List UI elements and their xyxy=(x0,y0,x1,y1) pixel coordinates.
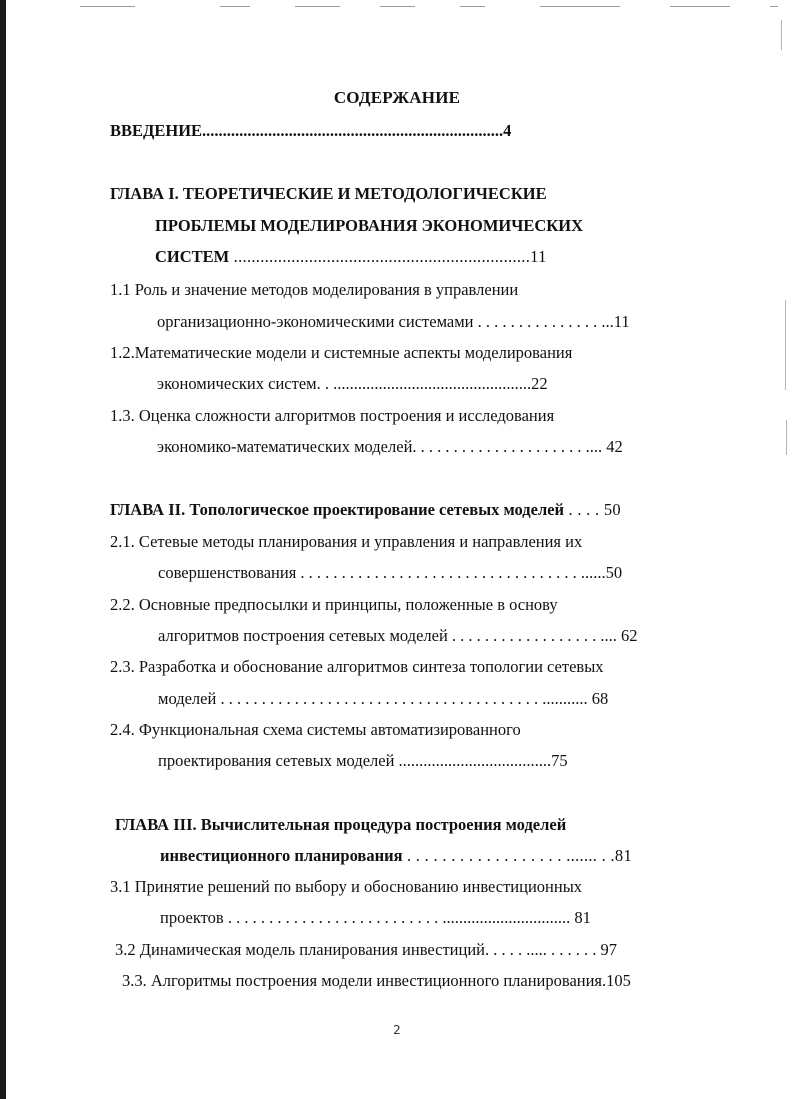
page-number: 2 xyxy=(393,1023,401,1037)
toc-section-2-2-line1: 2.2. Основные предпосылки и принципы, положенные в основу xyxy=(110,595,558,614)
toc-section-1-3-line1: 1.3. Оценка сложности алгоритмов построения и исследования xyxy=(110,406,555,425)
toc-section-2-1-line1: 2.1. Сетевые методы планирования и управления и направления их xyxy=(110,532,583,551)
toc-chapter1-line1: ГЛАВА I. ТЕОРЕТИЧЕСКИЕ И МЕТОДОЛОГИЧЕСКИЕ xyxy=(110,184,547,203)
toc-chapter2 xyxy=(110,500,621,520)
toc-chapter2-text: ГЛАВА II. Топологическое проектирование сетевых моделей xyxy=(110,500,565,519)
toc-section-3-3: 3.3. Алгоритмы построения модели инвестиционного планирования.105 xyxy=(122,971,631,990)
toc-chapter3-line1: ГЛАВА III. Вычислительная процедура построения моделей xyxy=(115,815,567,834)
toc-chapter3-line2-text: инвестиционного планирования xyxy=(160,846,403,865)
toc-section-1-2-line2: экономических систем. . ................................................22 xyxy=(157,374,548,393)
toc-chapter2-leader: . . . . 50 xyxy=(564,500,621,519)
toc-section-2-4-line1: 2.4. Функциональная схема системы автоматизированного xyxy=(110,720,521,739)
toc-section-2-1-line2: совершенствования . . . . . . . . . . . . . . . . . . . . . . . . . . . . . . . . . . ......50 xyxy=(158,563,623,582)
toc-section-3-2: 3.2 Динамическая модель планирования инвестиций. . . . . ..... . . . . . . 97 xyxy=(115,940,618,959)
scan-top-marks xyxy=(80,6,780,10)
toc-section-1-3-line2: экономико-математических моделей. . . . . . . . . . . . . . . . . . . . . .... 42 xyxy=(157,437,623,456)
toc-section-1-2-line1: 1.2.Математические модели и системные аспекты моделирования xyxy=(110,343,573,362)
toc-chapter1-line3-leader: ...................................................................11 xyxy=(229,247,547,266)
toc-chapter1-line3-text: СИСТЕМ xyxy=(155,247,230,266)
toc-chapter3-line2-leader: . . . . . . . . . . . . . . . . . . ....... . .81 xyxy=(402,846,633,865)
toc-section-3-1-line1: 3.1 Принятие решений по выбору и обоснованию инвестиционных xyxy=(110,877,583,896)
toc-chapter1-line3 xyxy=(155,247,547,267)
toc-section-2-2-line2: алгоритмов построения сетевых моделей . . . . . . . . . . . . . . . . . . .... 62 xyxy=(158,626,638,645)
toc-section-3-1-line2: проектов . . . . . . . . . . . . . . . . . . . . . . . . . . ............................... 81 xyxy=(160,908,591,927)
toc-section-2-4-line2: проектирования сетевых моделей .....................................75 xyxy=(158,751,568,770)
toc-section-2-3-line2: моделей . . . . . . . . . . . . . . . . . . . . . . . . . . . . . . . . . . . . . . . ........... 68 xyxy=(158,689,609,708)
toc-intro: ВВЕДЕНИЕ.........................................................................4 xyxy=(110,121,512,140)
toc-section-1-1-line2: организационно-экономическими системами . . . . . . . . . . . . . . . ...11 xyxy=(157,312,630,331)
toc-section-1-1-line1: 1.1 Роль и значение методов моделирования в управлении xyxy=(110,280,519,299)
toc-chapter3-line2 xyxy=(160,846,632,866)
toc-chapter1-line2: ПРОБЛЕМЫ МОДЕЛИРОВАНИЯ ЭКОНОМИЧЕСКИХ xyxy=(155,216,584,235)
scan-left-edge xyxy=(0,0,6,1099)
toc-section-2-3-line1: 2.3. Разработка и обоснование алгоритмов синтеза топологии сетевых xyxy=(110,657,604,676)
toc-title: СОДЕРЖАНИЕ xyxy=(333,88,461,107)
